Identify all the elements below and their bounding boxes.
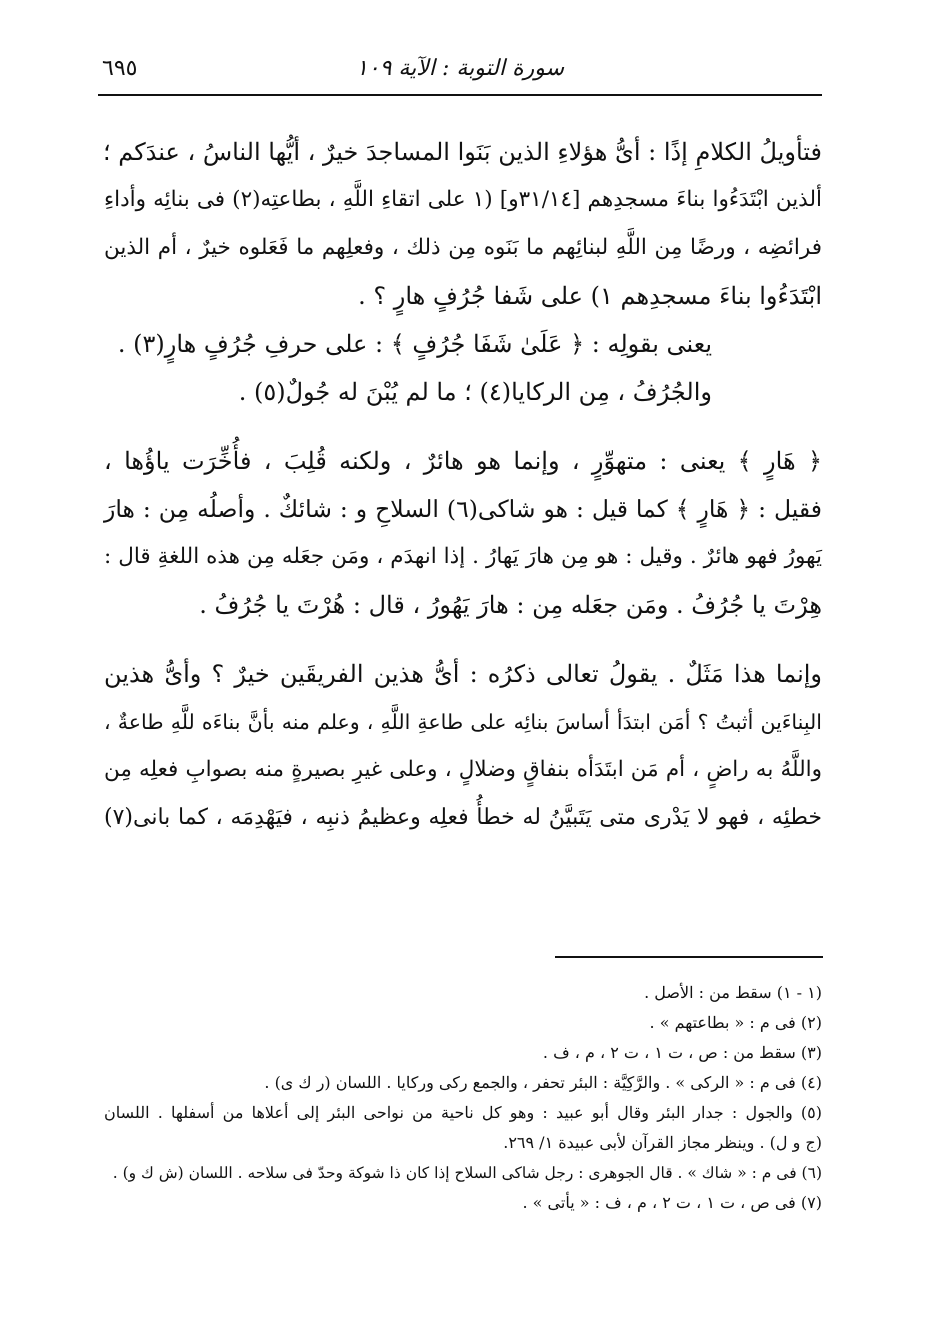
text-line: يعنى بقولِه : ﴿ عَلَىٰ شَفَا جُرُفٍ ﴾ : على حرفِ جُرُفٍ هارٍ(٣) . bbox=[117, 330, 712, 358]
main-text bbox=[104, 128, 822, 842]
text-line: واللَّهُ به راضٍ ، أم مَن ابتَدَأه بنفاقٍ وضلالٍ ، وعلى غيرِ بصيرةٍ منه بصوابِ فعلِه مِن bbox=[104, 757, 822, 782]
text-line: خطئِه ، فهو لا يَدْرى متى يَتَبيَّنُ له خطأُ فعلِه وعظيمُ ذنبِه ، فيَهْدِمَه ، كما بانى(٧) bbox=[104, 805, 822, 830]
page-number: ٦٩٥ bbox=[102, 56, 138, 81]
text-line: وإنما هذا مَثَلٌ . يقولُ تعالى ذكرُه : أىُّ هذين الفريقَين خيرٌ ؟ وأىُّ هذين bbox=[104, 660, 822, 688]
text-line: ابْتَدَءُوا بناءَ مسجدِهم ١) على شَفا جُرُفٍ هارٍ ؟ . bbox=[358, 282, 822, 310]
footnote: (٦) فى م : « شاك » . قال الجوهرى : رجل شاكى السلاح إذا كان ذا شوكة وحدّ فى سلاحه . اللسان (ش ك و) . bbox=[112, 1164, 822, 1182]
text-line: ألذين ابْتَدَءُوا بناءَ مسجدِهم [٣١/١٤و] (١ على اتقاءِ اللَّهِ ، بطاعتِه(٢) فى بنائِه وأداءِ bbox=[104, 187, 822, 212]
text-line: هِرْتَ يا جُرُفُ . ومَن جعَله مِن : هارَ يَهُورُ ، قال : هُرْتَ يا جُرُفُ . bbox=[199, 591, 822, 619]
text-line: يَهورُ فهو هائرٌ . وقيل : هو مِن هارَ يَهارُ . إذا انهدَم ، ومَن جعَله مِن هذه اللغةِ قال : bbox=[104, 544, 822, 569]
paragraph-1 bbox=[104, 128, 822, 320]
footnote-divider bbox=[555, 956, 823, 958]
footnote: (٧) فى ص ، ت ١ ، ت ٢ ، م ، ف : « يأتى » . bbox=[522, 1193, 822, 1212]
footnote: (٤) فى م : « الركى » . والرَّكِيَّة : البئر تحفر ، والجمع ركى وركايا . اللسان (ر ك ى) . bbox=[264, 1073, 822, 1092]
footnotes bbox=[104, 978, 822, 1218]
footnote: (٥) والجول : جدار البئر وقال أبو عبيد : وهو كل ناحية من نواحى البئر إلى أعلاها من أسفلها . اللسان bbox=[104, 1103, 822, 1122]
text-line: والجُرُفُ ، مِن الركايا(٤) ؛ ما لم يُبْنَ له جُولٌ(٥) . bbox=[238, 378, 712, 406]
footnote: (١ - ١) سقط من : الأصل . bbox=[644, 983, 822, 1002]
text-line: فتأويلُ الكلامِ إذًا : أىُّ هؤلاءِ الذين بَنَوا المساجدَ خيرٌ ، أيُّها الناسُ ، عندَكم ؛ bbox=[103, 138, 822, 166]
paragraph-2 bbox=[104, 437, 822, 629]
footnote: (ج و ل) . وينظر مجاز القرآن لأبى عبيدة ١/ ٢٦٩. bbox=[503, 1133, 822, 1152]
footnote: (٣) سقط من : ص ، ت ١ ، ت ٢ ، م ، ف . bbox=[542, 1043, 822, 1062]
running-title: سورة التوبة : الآية ١٠٩ bbox=[355, 56, 565, 81]
text-line: ﴿ هَارٍ ﴾ يعنى : متهوِّرٍ ، وإنما هو هائرٌ ، ولكنه قُلِبَ ، فأُخِّرَت ياؤُها ، bbox=[104, 447, 822, 475]
text-line: البِناءَين أثبتُ ؟ أمَن ابتدَأ أساسَ بنائِه على طاعةِ اللَّهِ ، وعلم منه بأنَّ بناءَه للَّهِ طاعةٌ ، bbox=[104, 710, 822, 734]
paragraph-3 bbox=[104, 650, 822, 842]
page-header bbox=[98, 50, 822, 96]
text-line: فقيل : ﴿ هَارٍ ﴾ كما قيل : هو شاكى(٦) السلاحِ و : شائكٌ . وأصلُه مِن : هارَ bbox=[104, 495, 822, 523]
verse-block bbox=[104, 320, 822, 416]
text-line: فرائضِه ، ورضًا مِن اللَّهِ لبنائِهم ما بَنَوه مِن ذلك ، وفعلِهم ما فَعَلوه خيرٌ ، أم الذين bbox=[104, 235, 822, 260]
footnote: (٢) فى م : « بطاعتهم » . bbox=[649, 1013, 822, 1032]
